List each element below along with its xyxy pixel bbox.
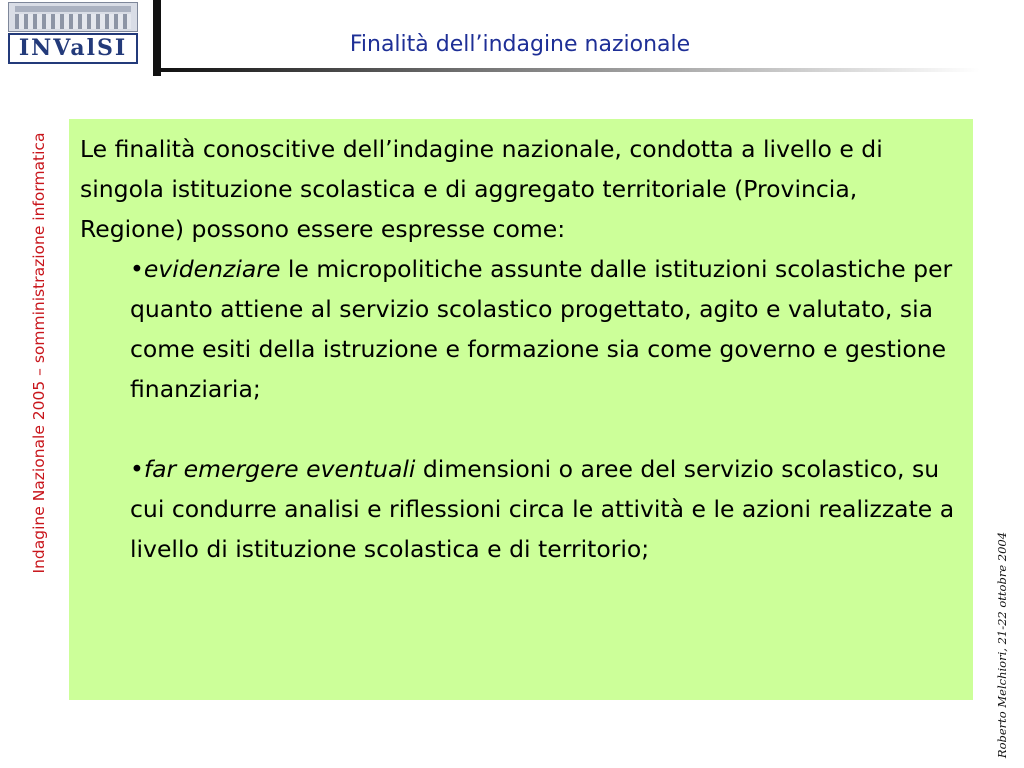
logo-text: INValSI (8, 33, 138, 64)
logo-building-image (8, 2, 138, 32)
bullet-text: dimensioni o aree del servizio scolastico, su cui condurre analisi e riflessioni circa le attività e le azioni realizzate a livello di istituzione scolastica e di territorio; (130, 455, 955, 563)
header-vertical-bar (153, 0, 161, 76)
bullet-icon: • (130, 455, 144, 483)
intro-paragraph: Le finalità conoscitive dell’indagine nazionale, condotta a livello e di singola istituzione scolastica e di aggregato territoriale (Provincia, Regione) possono essere espresse come: (80, 135, 883, 243)
invalsi-logo (8, 2, 138, 64)
slide-title: Finalità dell’indagine nazionale (349, 32, 691, 57)
bullet-item-2 (130, 449, 955, 569)
bullet-text: le micropolitiche assunte dalle istituzioni scolastiche per quanto attiene al servizio scolastico progettato, agito e valutato, sia come esiti della istruzione e formazione sia come governo e gestione finanziaria; (130, 255, 953, 403)
content-box (69, 119, 973, 700)
bullet-emphasis: far emergere eventuali (143, 455, 416, 483)
header-rule (160, 68, 980, 72)
side-label-right (992, 530, 1012, 760)
spacer (80, 409, 955, 449)
side-label-left (27, 98, 51, 608)
side-label-right-text: Roberto Melchiori, 21-22 ottobre 2004 (995, 531, 1009, 759)
bullet-item-1 (130, 249, 955, 409)
bullet-emphasis: evidenziare (143, 255, 281, 283)
bullet-icon: • (130, 255, 144, 283)
side-label-left-text: Indagine Nazionale 2005 – somministrazione informatica (30, 132, 48, 574)
